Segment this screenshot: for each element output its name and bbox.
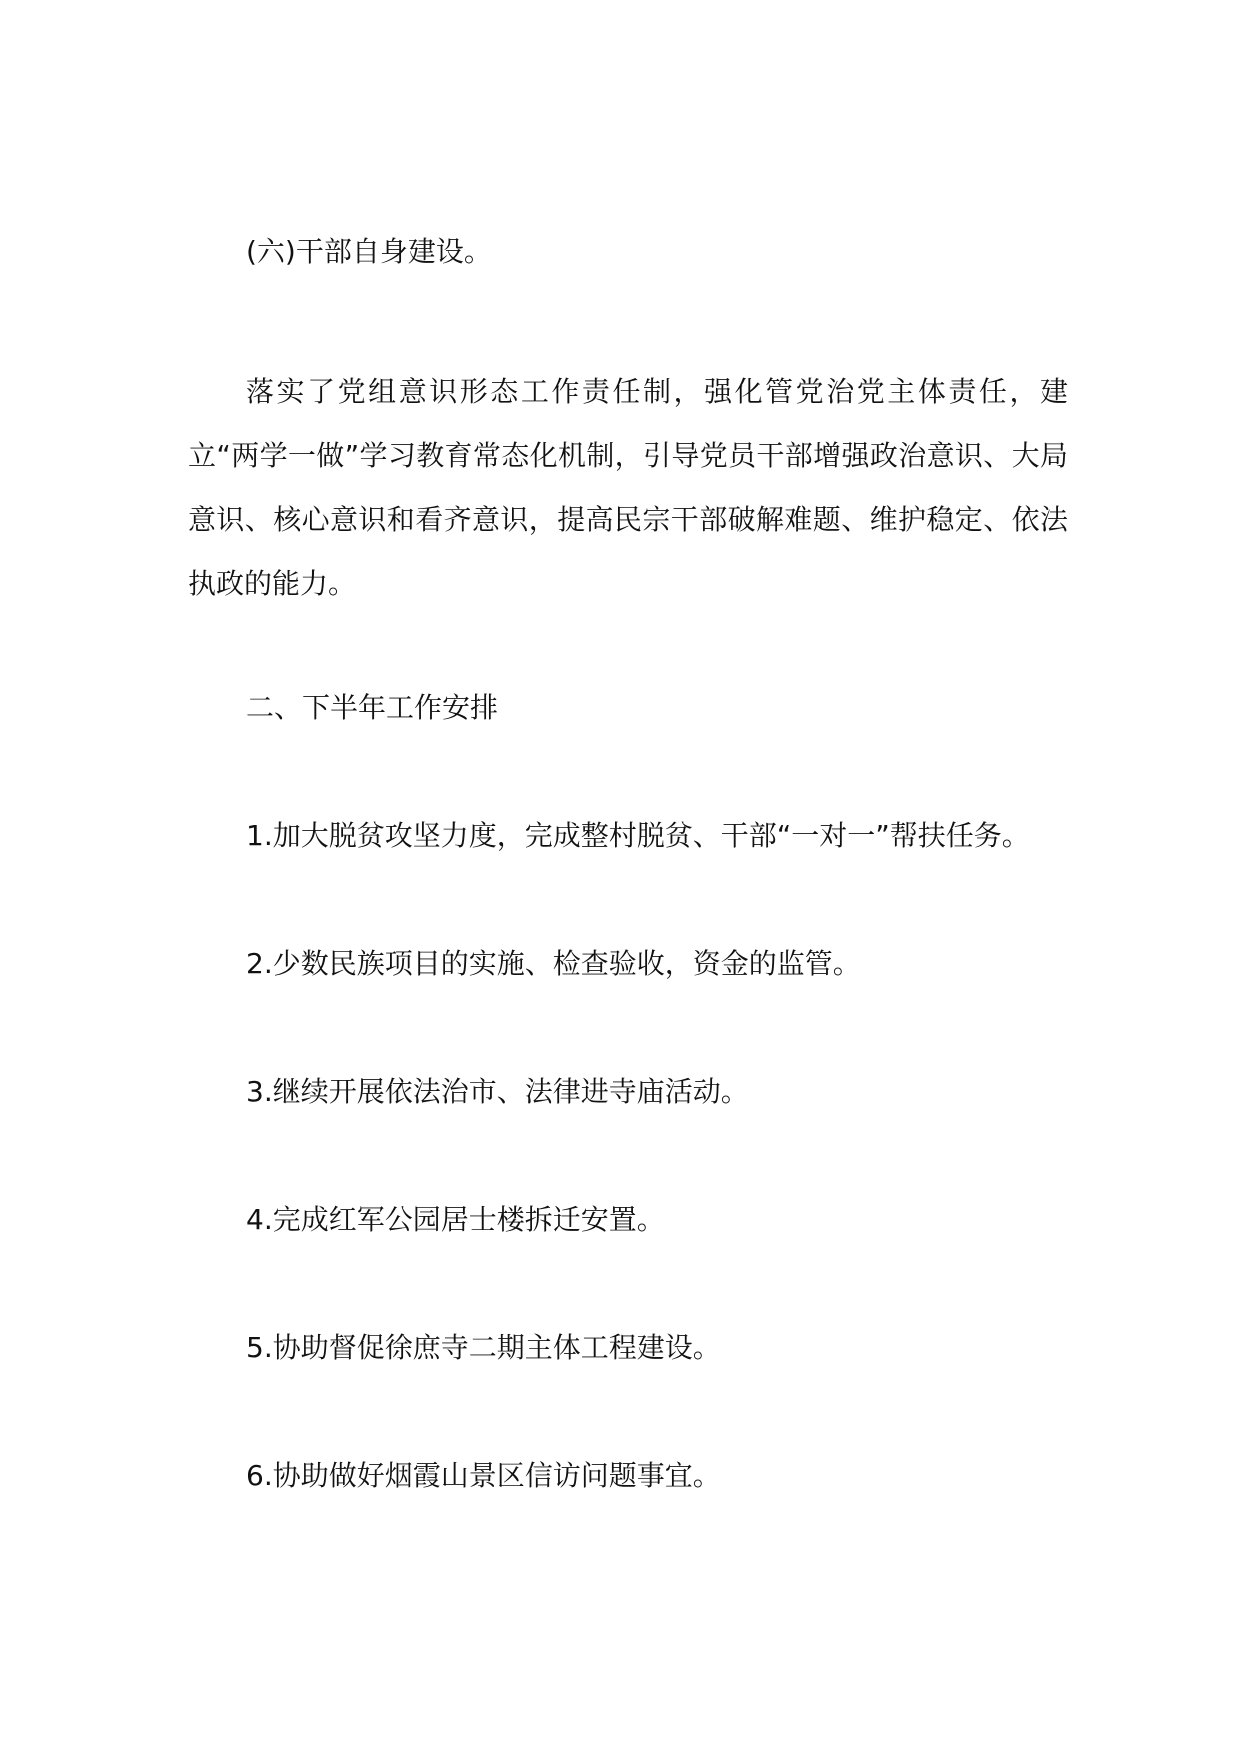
list-item: 3.继续开展依法治市、法律进寺庙活动。 <box>246 1075 749 1108</box>
paragraph-body: 落实了党组意识形态工作责任制，强化管党治党主体责任，建立“两学一做”学习教育常态化机制，引导党员干部增强政治意识、大局意识、核心意识和看齐意识，提高民宗干部破解难题、维护稳定、依法执政的能力。 <box>188 375 1068 600</box>
list-item: 5.协助督促徐庶寺二期主体工程建设。 <box>246 1331 721 1364</box>
list-item: 4.完成红军公园居士楼拆迁安置。 <box>246 1203 665 1236</box>
list-item: 1.加大脱贫攻坚力度，完成整村脱贫、干部“一对一”帮扶任务。 <box>246 819 1030 852</box>
list-item: 6.协助做好烟霞山景区信访问题事宜。 <box>246 1459 721 1492</box>
section-title-2: 二、下半年工作安排 <box>246 691 499 724</box>
list-item: 2.少数民族项目的实施、检查验收，资金的监管。 <box>246 947 861 980</box>
section-heading-6: (六)干部自身建设。 <box>246 235 492 268</box>
